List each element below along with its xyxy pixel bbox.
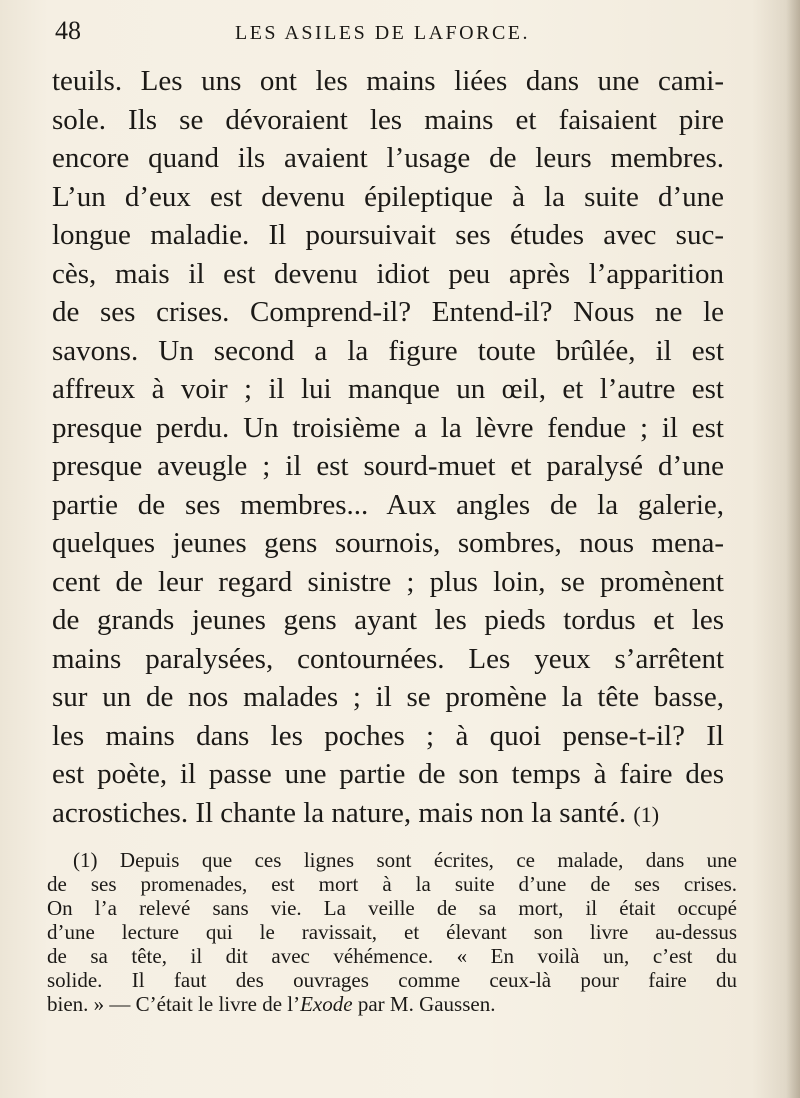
body-line: sur un de nos malades ; il se promène la tête basse, [52, 681, 724, 713]
page-edge-shadow [786, 0, 800, 1098]
page-header [55, 14, 755, 48]
body-line: L’un d’eux est devenu épileptique à la suite d’une [52, 180, 724, 213]
body-line: encore quand ils avaient l’usage de leurs membres. [52, 142, 724, 174]
footnote-line: de sa tête, il dit avec véhémence. « En voilà un, c’est du [47, 944, 737, 968]
body-line: presque perdu. Un troisième a la lèvre fendue ; il est [52, 411, 724, 444]
footnote-reference: (1) [633, 801, 660, 827]
footnote-text: bien. » — C’était le livre de l’ [47, 992, 301, 1016]
body-line-text: acrostiches. Il chante la nature, mais non la santé. [52, 796, 627, 829]
body-line-last [52, 794, 724, 833]
body-line: est poète, il passe une partie de son temps à faire des [52, 758, 724, 790]
footnote-line: d’une lecture qui le ravissait, et élevant son livre au-dessus [47, 920, 737, 944]
running-head: LES ASILES DE LAFORCE. [235, 22, 531, 44]
footnote-text: par M. Gaussen. [352, 992, 496, 1016]
footnote-line-last [47, 992, 737, 1016]
footnote-line: de ses promenades, est mort à la suite d’une de ses crises. [47, 872, 737, 896]
body-text [52, 62, 724, 832]
body-line: affreux à voir ; il lui manque un œil, et l’autre est [52, 373, 724, 405]
body-line: mains paralysées, contournées. Les yeux s’arrêtent [52, 642, 724, 675]
body-line: partie de ses membres... Aux angles de la galerie, [52, 488, 724, 521]
footnote-line: On l’a relevé sans vie. La veille de sa mort, il était occupé [47, 896, 737, 920]
body-line: de grands jeunes gens ayant les pieds tordus et les [52, 604, 724, 636]
body-line: cès, mais il est devenu idiot peu après l’apparition [52, 257, 724, 290]
body-line: quelques jeunes gens sournois, sombres, nous mena- [52, 527, 724, 559]
body-line: de ses crises. Comprend-il? Entend-il? Nous ne le [52, 296, 724, 328]
body-line: teuils. Les uns ont les mains liées dans une cami- [52, 65, 724, 97]
body-line: les mains dans les poches ; à quoi pense-t-il? Il [52, 719, 724, 752]
book-title-exode: Exode [300, 992, 353, 1016]
body-line: longue maladie. Il poursuivait ses études avec suc- [52, 219, 724, 251]
body-line: savons. Un second a la figure toute brûlée, il est [52, 334, 724, 367]
footnote-line: (1) Depuis que ces lignes sont écrites, ce malade, dans une [73, 848, 737, 872]
body-line: sole. Ils se dévoraient les mains et faisaient pire [52, 103, 724, 136]
body-line: presque aveugle ; il est sourd-muet et paralysé d’une [52, 450, 724, 482]
page-number: 48 [55, 16, 81, 45]
footnote-line: solide. Il faut des ouvrages comme ceux-là pour faire du [47, 968, 737, 992]
body-line: cent de leur regard sinistre ; plus loin, se promènent [52, 565, 724, 598]
footnote [47, 848, 737, 1016]
